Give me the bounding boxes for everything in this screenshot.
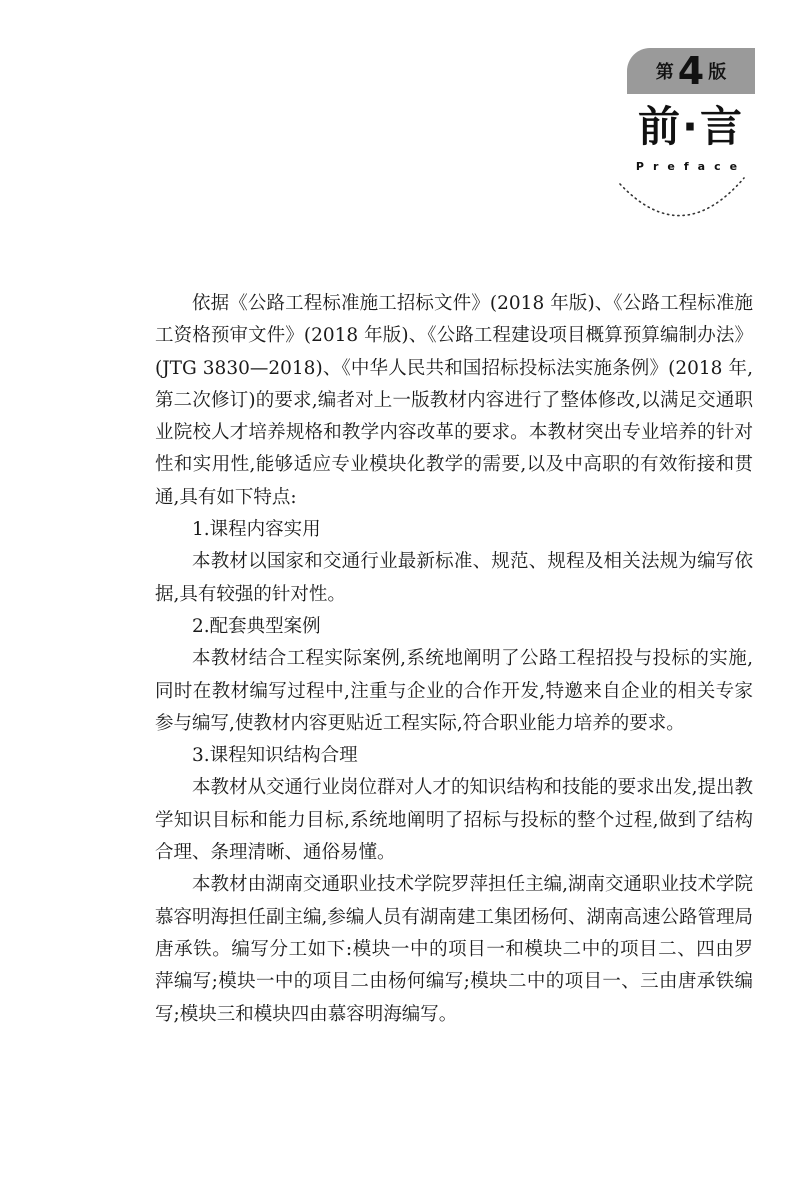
edition-prefix: 第 xyxy=(655,62,674,83)
page-title: 前·言 xyxy=(638,102,744,151)
paragraph-3: 本教材从交通行业岗位群对人才的知识结构和技能的要求出发,提出教学知识目标和能力目标,系统地阐明了招标与投标的整个过程,做到了结构合理、条理清晰、通俗易懂。 xyxy=(155,777,753,864)
paragraph-authors: 本教材由湖南交通职业技术学院罗萍担任主编,湖南交通职业技术学院慕容明海担任副主编,参编人员有湖南建工集团杨何、湖南高速公路管理局唐承铁。编写分工如下:模块一中的项目一和模块二中的项目二、四由罗萍编写;模块一中的项目二由杨何编写;模块二中的项目一、三由唐承铁编写;模块三和模块四由慕容明海编写。 xyxy=(155,874,753,1025)
edition-suffix: 版 xyxy=(708,62,727,83)
heading-1: 1.课程内容实用 xyxy=(192,519,321,541)
page-subtitle: Preface xyxy=(635,160,747,173)
decorative-dotted-arc xyxy=(612,170,752,230)
heading-2: 2.配套典型案例 xyxy=(192,615,321,637)
paragraph-2: 本教材结合工程实际案例,系统地阐明了公路工程招投与投标的实施,同时在教材编写过程中,注重与企业的合作开发,特邀来自企业的相关专家参与编写,使教材内容更贴近工程实际,符合职业能力培养的要求。 xyxy=(155,648,753,734)
paragraph-intro: 依据《公路工程标准施工招标文件》(2018 年版)、《公路工程标准施工资格预审文件》(2018 年版)、《公路工程建设项目概算预算编制办法》(JTG 3830—2018)、《中华人民共和国招标投标法实施条例》(2018 年,第二次修订)的要求,编者对上一版教材内容进行了整体修改,以满足交通职业院校人才培养规格和教学内容改革的要求。本教材突出专业培养的针对性和实用性,能够适应专业模块化教学的需要,以及中高职的有效衔接和贯通,具有如下特点: xyxy=(155,293,753,508)
preface-body xyxy=(155,288,753,1031)
heading-3: 3.课程知识结构合理 xyxy=(192,745,358,767)
edition-number: 4 xyxy=(677,49,705,93)
edition-badge xyxy=(627,48,755,94)
paragraph-1: 本教材以国家和交通行业最新标准、规范、规程及相关法规为编写依据,具有较强的针对性。 xyxy=(155,551,753,605)
